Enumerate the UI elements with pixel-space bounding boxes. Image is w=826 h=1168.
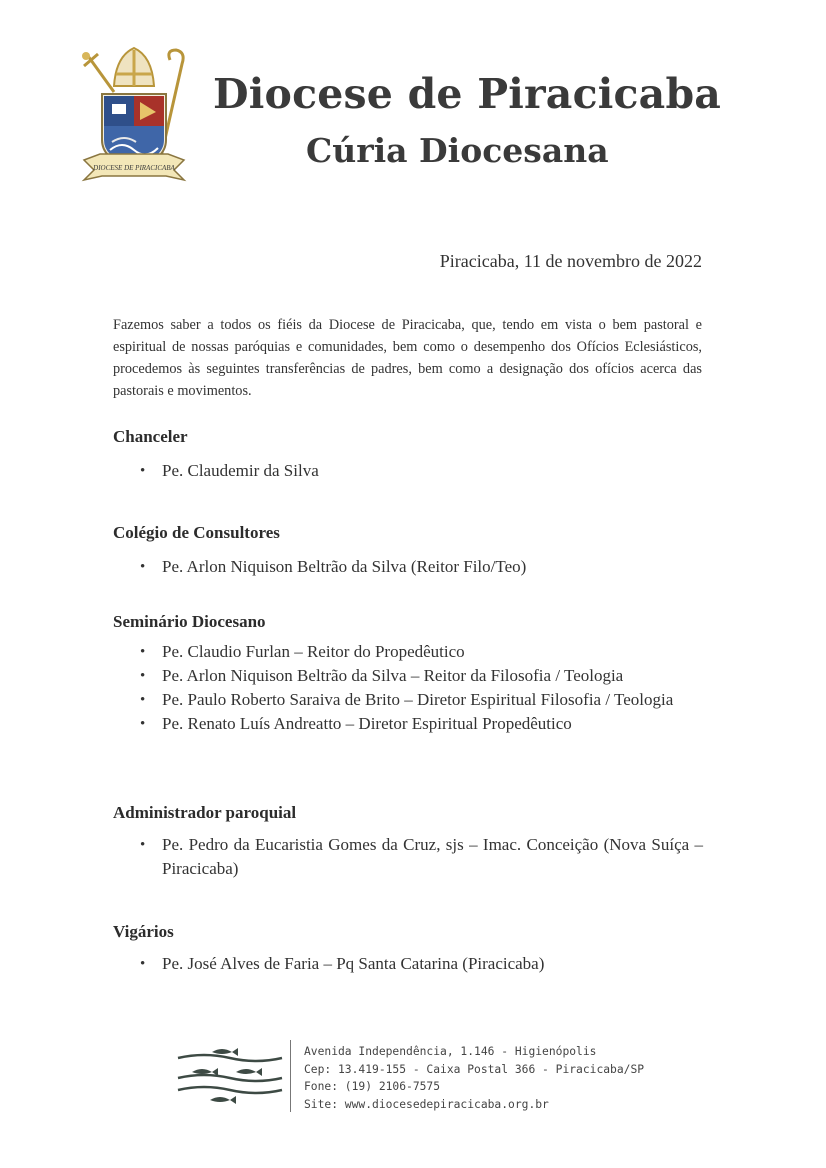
bullet-icon: • [140,559,146,575]
list-item-text: Pe. José Alves de Faria – Pq Santa Catarina (Piracicaba) [162,954,545,973]
list-item [113,952,703,976]
list-item [113,664,703,688]
bullet-icon: • [140,692,146,708]
diocese-crest-logo [78,42,190,184]
section-colegio-consultores [113,521,713,579]
section-seminario-diocesano [113,610,713,736]
section-list [113,952,713,976]
svg-text:DIOCESE DE PIRACICABA: DIOCESE DE PIRACICABA [93,164,175,172]
list-item-text: Pe. Arlon Niquison Beltrão da Silva (Reitor Filo/Teo) [162,557,527,576]
footer-address: Avenida Independência, 1.146 - Higienópolis [304,1045,597,1058]
bullet-icon: • [140,837,146,853]
list-item-text: Pe. Arlon Niquison Beltrão da Silva – Reitor da Filosofia / Teologia [162,666,624,685]
section-list [113,640,713,736]
section-heading: Colégio de Consultores [113,523,280,542]
section-heading: Seminário Diocesano [113,612,266,631]
section-list [113,833,713,881]
list-item [113,555,703,579]
section-vigarios [113,920,713,976]
page-subtitle: Cúria Diocesana [306,131,609,170]
footer-phone: Fone: (19) 2106-7575 [304,1080,441,1093]
bullet-icon: • [140,716,146,732]
list-item [113,688,703,712]
list-item-text: Pe. Claudio Furlan – Reitor do Propedêutico [162,642,465,661]
bullet-icon: • [140,644,146,660]
section-heading: Administrador paroquial [113,803,297,822]
section-heading: Chanceler [113,427,188,446]
list-item-text: Pe. Claudemir da Silva [162,461,319,480]
bullet-icon: • [140,668,146,684]
page-title: Diocese de Piracicaba [213,70,722,118]
section-list [113,459,713,483]
footer-cep: Cep: 13.419-155 - Caixa Postal 366 - Piracicaba/SP [304,1062,645,1076]
section-heading: Vigários [113,922,174,941]
section-administrador-paroquial [113,801,713,881]
bullet-icon: • [140,956,146,972]
list-item [113,640,703,664]
date-line: Piracicaba, 11 de novembro de 2022 [439,251,702,271]
footer-site: Site: www.diocesedepiracicaba.org.br [304,1097,549,1111]
list-item [113,712,703,736]
list-item-text: Pe. Pedro da Eucaristia Gomes da Cruz, sjs – Imac. Conceição (Nova Suíça – Piracicaba) [162,835,703,878]
section-chanceler [113,425,713,483]
footer-contact [304,1043,644,1113]
footer-divider [290,1040,291,1112]
intro-paragraph: Fazemos saber a todos os fiéis da Diocese de Piracicaba, que, tendo em vista o bem pastoral e espiritual de nossas paróquias e comunidades, bem como o desempenho dos Ofícios Eclesiásticos, procedemos às seguintes transferências de padres, bem como a designação dos ofícios acerca das pastorais e movimentos. [113,317,702,399]
list-item-text: Pe. Paulo Roberto Saraiva de Brito – Diretor Espiritual Filosofia / Teologia [162,690,674,709]
list-item [113,459,703,483]
fish-waves-logo [176,1042,286,1110]
bullet-icon: • [140,463,146,479]
section-list [113,555,713,579]
list-item [113,833,703,881]
list-item-text: Pe. Renato Luís Andreatto – Diretor Espiritual Propedêutico [162,714,572,733]
